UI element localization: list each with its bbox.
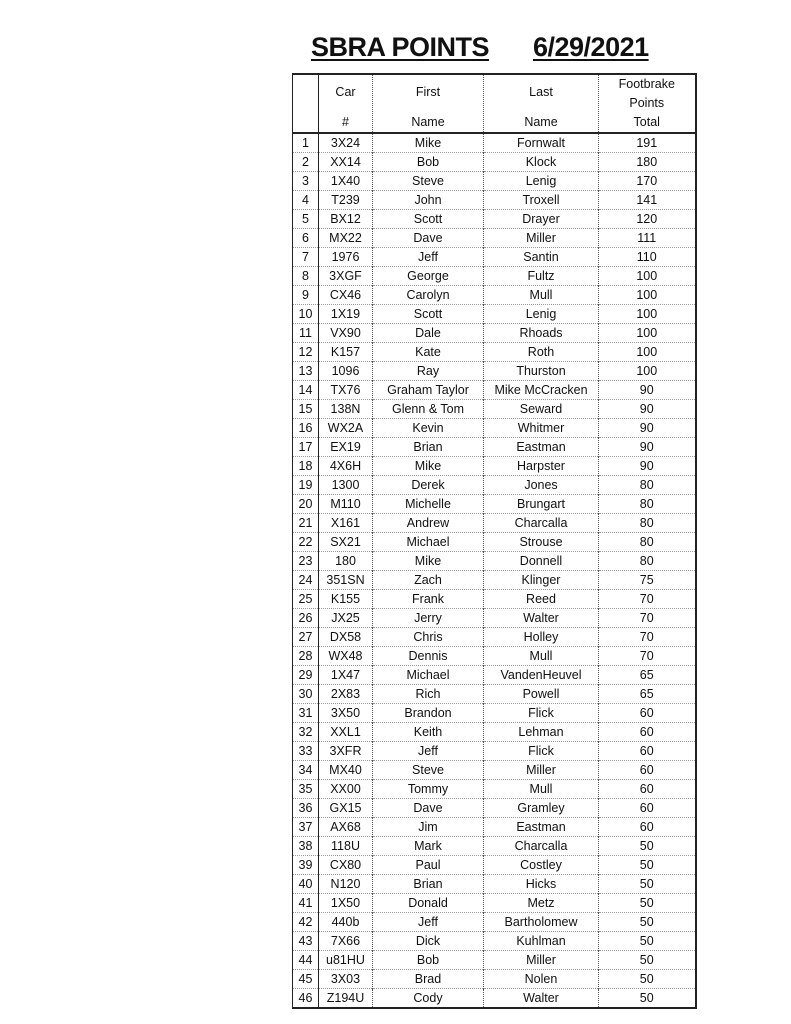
table-row bbox=[293, 533, 696, 552]
table-row bbox=[293, 932, 696, 951]
first-name-cell: Scott bbox=[373, 305, 484, 324]
table-row bbox=[293, 514, 696, 533]
rank-cell: 36 bbox=[293, 799, 319, 818]
rank-cell: 33 bbox=[293, 742, 319, 761]
table-row bbox=[293, 400, 696, 419]
first-name-cell: Mike bbox=[373, 457, 484, 476]
table-row bbox=[293, 133, 696, 153]
car-number-cell: 3XGF bbox=[319, 267, 373, 286]
last-name-cell: Mull bbox=[484, 286, 599, 305]
car-number-cell: TX76 bbox=[319, 381, 373, 400]
table-row bbox=[293, 381, 696, 400]
points-cell: 60 bbox=[599, 780, 696, 799]
last-name-cell: Klock bbox=[484, 153, 599, 172]
page-date: 6/29/2021 bbox=[533, 32, 649, 62]
table-row bbox=[293, 913, 696, 932]
points-cell: 100 bbox=[599, 343, 696, 362]
car-number-cell: XX14 bbox=[319, 153, 373, 172]
rank-cell: 46 bbox=[293, 989, 319, 1009]
last-name-cell: Flick bbox=[484, 704, 599, 723]
last-name-cell: Strouse bbox=[484, 533, 599, 552]
rank-cell: 28 bbox=[293, 647, 319, 666]
rank-cell: 24 bbox=[293, 571, 319, 590]
table-row bbox=[293, 362, 696, 381]
table-row bbox=[293, 951, 696, 970]
first-name-cell: Bob bbox=[373, 951, 484, 970]
last-name-cell: Metz bbox=[484, 894, 599, 913]
first-name-cell: Bob bbox=[373, 153, 484, 172]
points-cell: 50 bbox=[599, 932, 696, 951]
last-name-cell: Lenig bbox=[484, 172, 599, 191]
first-name-cell: Carolyn bbox=[373, 286, 484, 305]
last-name-cell: Charcalla bbox=[484, 837, 599, 856]
points-cell: 90 bbox=[599, 457, 696, 476]
first-name-cell: Dave bbox=[373, 799, 484, 818]
first-name-cell: Kate bbox=[373, 343, 484, 362]
rank-cell: 17 bbox=[293, 438, 319, 457]
header-points bbox=[599, 74, 696, 133]
rank-cell: 8 bbox=[293, 267, 319, 286]
table-row bbox=[293, 457, 696, 476]
first-name-cell: Brandon bbox=[373, 704, 484, 723]
rank-cell: 42 bbox=[293, 913, 319, 932]
last-name-cell: Mull bbox=[484, 647, 599, 666]
header-points-line3: Total bbox=[633, 115, 660, 129]
table-row bbox=[293, 856, 696, 875]
header-first-top: First bbox=[415, 85, 441, 99]
first-name-cell: Donald bbox=[373, 894, 484, 913]
car-number-cell: SX21 bbox=[319, 533, 373, 552]
last-name-cell: Harpster bbox=[484, 457, 599, 476]
rank-cell: 22 bbox=[293, 533, 319, 552]
rank-cell: 11 bbox=[293, 324, 319, 343]
points-cell: 50 bbox=[599, 913, 696, 932]
car-number-cell: 3X24 bbox=[319, 133, 373, 153]
last-name-cell: Miller bbox=[484, 229, 599, 248]
header-car bbox=[319, 74, 373, 133]
points-cell: 80 bbox=[599, 552, 696, 571]
table-row bbox=[293, 970, 696, 989]
table-row bbox=[293, 495, 696, 514]
rank-cell: 35 bbox=[293, 780, 319, 799]
rank-cell: 4 bbox=[293, 191, 319, 210]
last-name-cell: Drayer bbox=[484, 210, 599, 229]
table-row bbox=[293, 153, 696, 172]
header-last-bottom: Name bbox=[524, 115, 558, 129]
car-number-cell: 3X50 bbox=[319, 704, 373, 723]
rank-cell: 40 bbox=[293, 875, 319, 894]
rank-cell: 21 bbox=[293, 514, 319, 533]
header-points-line2: Points bbox=[629, 96, 665, 110]
points-cell: 70 bbox=[599, 609, 696, 628]
last-name-cell: Nolen bbox=[484, 970, 599, 989]
header-points-line1: Footbrake bbox=[618, 77, 675, 91]
header-car-bottom: # bbox=[342, 115, 349, 129]
last-name-cell: Klinger bbox=[484, 571, 599, 590]
last-name-cell: Mike McCracken bbox=[484, 381, 599, 400]
car-number-cell: 351SN bbox=[319, 571, 373, 590]
car-number-cell: 3X03 bbox=[319, 970, 373, 989]
last-name-cell: Seward bbox=[484, 400, 599, 419]
points-cell: 111 bbox=[599, 229, 696, 248]
first-name-cell: Graham Taylor bbox=[373, 381, 484, 400]
last-name-cell: Fornwalt bbox=[484, 133, 599, 153]
first-name-cell: George bbox=[373, 267, 484, 286]
table-row bbox=[293, 799, 696, 818]
car-number-cell: T239 bbox=[319, 191, 373, 210]
table-row bbox=[293, 305, 696, 324]
table-row bbox=[293, 704, 696, 723]
first-name-cell: Mike bbox=[373, 552, 484, 571]
first-name-cell: Mark bbox=[373, 837, 484, 856]
points-cell: 180 bbox=[599, 153, 696, 172]
table-row bbox=[293, 343, 696, 362]
points-cell: 75 bbox=[599, 571, 696, 590]
points-cell: 65 bbox=[599, 666, 696, 685]
last-name-cell: Lehman bbox=[484, 723, 599, 742]
rank-cell: 2 bbox=[293, 153, 319, 172]
rank-cell: 38 bbox=[293, 837, 319, 856]
first-name-cell: Michael bbox=[373, 533, 484, 552]
header-first-bottom: Name bbox=[411, 115, 445, 129]
table-row bbox=[293, 742, 696, 761]
car-number-cell: MX40 bbox=[319, 761, 373, 780]
last-name-cell: Thurston bbox=[484, 362, 599, 381]
rank-cell: 44 bbox=[293, 951, 319, 970]
first-name-cell: Keith bbox=[373, 723, 484, 742]
rank-cell: 20 bbox=[293, 495, 319, 514]
first-name-cell: Michael bbox=[373, 666, 484, 685]
rank-cell: 14 bbox=[293, 381, 319, 400]
points-cell: 80 bbox=[599, 514, 696, 533]
points-cell: 60 bbox=[599, 723, 696, 742]
points-cell: 100 bbox=[599, 324, 696, 343]
rank-cell: 9 bbox=[293, 286, 319, 305]
first-name-cell: Derek bbox=[373, 476, 484, 495]
last-name-cell: Charcalla bbox=[484, 514, 599, 533]
header-points-text bbox=[599, 75, 695, 132]
last-name-cell: VandenHeuvel bbox=[484, 666, 599, 685]
table-row bbox=[293, 761, 696, 780]
points-cell: 65 bbox=[599, 685, 696, 704]
table-row bbox=[293, 286, 696, 305]
car-number-cell: K157 bbox=[319, 343, 373, 362]
page-title: SBRA POINTS bbox=[311, 32, 490, 62]
rank-cell: 45 bbox=[293, 970, 319, 989]
header-rank bbox=[293, 74, 319, 133]
points-cell: 100 bbox=[599, 286, 696, 305]
points-cell: 191 bbox=[599, 133, 696, 153]
points-cell: 60 bbox=[599, 742, 696, 761]
rank-cell: 30 bbox=[293, 685, 319, 704]
points-cell: 60 bbox=[599, 799, 696, 818]
points-cell: 60 bbox=[599, 761, 696, 780]
points-cell: 80 bbox=[599, 495, 696, 514]
first-name-cell: Brian bbox=[373, 438, 484, 457]
last-name-cell: Fultz bbox=[484, 267, 599, 286]
car-number-cell: XX00 bbox=[319, 780, 373, 799]
last-name-cell: Whitmer bbox=[484, 419, 599, 438]
table-header bbox=[293, 74, 696, 133]
first-name-cell: Jeff bbox=[373, 742, 484, 761]
table-row bbox=[293, 723, 696, 742]
points-table bbox=[292, 73, 697, 1009]
table-row bbox=[293, 210, 696, 229]
car-number-cell: WX2A bbox=[319, 419, 373, 438]
last-name-cell: Troxell bbox=[484, 191, 599, 210]
last-name-cell: Mull bbox=[484, 780, 599, 799]
car-number-cell: EX19 bbox=[319, 438, 373, 457]
header-row bbox=[293, 74, 696, 133]
car-number-cell: 2X83 bbox=[319, 685, 373, 704]
points-cell: 100 bbox=[599, 267, 696, 286]
points-cell: 50 bbox=[599, 856, 696, 875]
last-name-cell: Santin bbox=[484, 248, 599, 267]
points-cell: 110 bbox=[599, 248, 696, 267]
car-number-cell: 1096 bbox=[319, 362, 373, 381]
car-number-cell: 1X40 bbox=[319, 172, 373, 191]
rank-cell: 10 bbox=[293, 305, 319, 324]
first-name-cell: Brian bbox=[373, 875, 484, 894]
points-cell: 70 bbox=[599, 628, 696, 647]
car-number-cell: 7X66 bbox=[319, 932, 373, 951]
car-number-cell: 440b bbox=[319, 913, 373, 932]
first-name-cell: Cody bbox=[373, 989, 484, 1009]
first-name-cell: Kevin bbox=[373, 419, 484, 438]
points-cell: 50 bbox=[599, 894, 696, 913]
rank-cell: 16 bbox=[293, 419, 319, 438]
header-last-name bbox=[484, 74, 599, 133]
table-row bbox=[293, 419, 696, 438]
last-name-cell: Brungart bbox=[484, 495, 599, 514]
points-cell: 80 bbox=[599, 476, 696, 495]
table-row bbox=[293, 172, 696, 191]
points-cell: 50 bbox=[599, 970, 696, 989]
car-number-cell: AX68 bbox=[319, 818, 373, 837]
rank-cell: 34 bbox=[293, 761, 319, 780]
table-row bbox=[293, 229, 696, 248]
last-name-cell: Reed bbox=[484, 590, 599, 609]
car-number-cell: DX58 bbox=[319, 628, 373, 647]
table-row bbox=[293, 191, 696, 210]
rank-cell: 41 bbox=[293, 894, 319, 913]
car-number-cell: XXL1 bbox=[319, 723, 373, 742]
rank-cell: 23 bbox=[293, 552, 319, 571]
last-name-cell: Miller bbox=[484, 761, 599, 780]
first-name-cell: Glenn & Tom bbox=[373, 400, 484, 419]
first-name-cell: Dave bbox=[373, 229, 484, 248]
table-row bbox=[293, 552, 696, 571]
rank-cell: 43 bbox=[293, 932, 319, 951]
first-name-cell: Rich bbox=[373, 685, 484, 704]
car-number-cell: X161 bbox=[319, 514, 373, 533]
car-number-cell: 1X19 bbox=[319, 305, 373, 324]
table-row bbox=[293, 837, 696, 856]
points-cell: 170 bbox=[599, 172, 696, 191]
header-car-top: Car bbox=[335, 85, 356, 99]
page-header bbox=[0, 32, 791, 64]
last-name-cell: Eastman bbox=[484, 818, 599, 837]
table-row bbox=[293, 628, 696, 647]
points-cell: 100 bbox=[599, 305, 696, 324]
first-name-cell: Michelle bbox=[373, 495, 484, 514]
points-cell: 50 bbox=[599, 875, 696, 894]
last-name-cell: Walter bbox=[484, 989, 599, 1009]
rank-cell: 26 bbox=[293, 609, 319, 628]
points-cell: 50 bbox=[599, 951, 696, 970]
last-name-cell: Miller bbox=[484, 951, 599, 970]
points-cell: 90 bbox=[599, 381, 696, 400]
last-name-cell: Flick bbox=[484, 742, 599, 761]
rank-cell: 15 bbox=[293, 400, 319, 419]
table-row bbox=[293, 571, 696, 590]
car-number-cell: GX15 bbox=[319, 799, 373, 818]
table-row bbox=[293, 818, 696, 837]
car-number-cell: 118U bbox=[319, 837, 373, 856]
first-name-cell: Chris bbox=[373, 628, 484, 647]
table-row bbox=[293, 476, 696, 495]
last-name-cell: Jones bbox=[484, 476, 599, 495]
table-row bbox=[293, 267, 696, 286]
first-name-cell: Dale bbox=[373, 324, 484, 343]
car-number-cell: 1X50 bbox=[319, 894, 373, 913]
points-cell: 80 bbox=[599, 533, 696, 552]
car-number-cell: BX12 bbox=[319, 210, 373, 229]
table-row bbox=[293, 666, 696, 685]
last-name-cell: Eastman bbox=[484, 438, 599, 457]
first-name-cell: Jerry bbox=[373, 609, 484, 628]
rank-cell: 25 bbox=[293, 590, 319, 609]
table-row bbox=[293, 324, 696, 343]
first-name-cell: Jeff bbox=[373, 913, 484, 932]
car-number-cell: K155 bbox=[319, 590, 373, 609]
rank-cell: 13 bbox=[293, 362, 319, 381]
last-name-cell: Donnell bbox=[484, 552, 599, 571]
first-name-cell: Scott bbox=[373, 210, 484, 229]
rank-cell: 31 bbox=[293, 704, 319, 723]
car-number-cell: 1300 bbox=[319, 476, 373, 495]
car-number-cell: CX46 bbox=[319, 286, 373, 305]
table-row bbox=[293, 590, 696, 609]
table-row bbox=[293, 989, 696, 1009]
first-name-cell: Paul bbox=[373, 856, 484, 875]
car-number-cell: MX22 bbox=[319, 229, 373, 248]
first-name-cell: Steve bbox=[373, 172, 484, 191]
last-name-cell: Rhoads bbox=[484, 324, 599, 343]
car-number-cell: 138N bbox=[319, 400, 373, 419]
last-name-cell: Powell bbox=[484, 685, 599, 704]
car-number-cell: u81HU bbox=[319, 951, 373, 970]
car-number-cell: 180 bbox=[319, 552, 373, 571]
last-name-cell: Kuhlman bbox=[484, 932, 599, 951]
last-name-cell: Walter bbox=[484, 609, 599, 628]
points-cell: 90 bbox=[599, 400, 696, 419]
rank-cell: 37 bbox=[293, 818, 319, 837]
table-row bbox=[293, 248, 696, 267]
last-name-cell: Bartholomew bbox=[484, 913, 599, 932]
car-number-cell: Z194U bbox=[319, 989, 373, 1009]
last-name-cell: Holley bbox=[484, 628, 599, 647]
rank-cell: 18 bbox=[293, 457, 319, 476]
header-first-name bbox=[373, 74, 484, 133]
points-cell: 60 bbox=[599, 818, 696, 837]
first-name-cell: Dennis bbox=[373, 647, 484, 666]
rank-cell: 7 bbox=[293, 248, 319, 267]
first-name-cell: Jim bbox=[373, 818, 484, 837]
table-body bbox=[293, 133, 696, 1008]
car-number-cell: WX48 bbox=[319, 647, 373, 666]
table-row bbox=[293, 685, 696, 704]
car-number-cell: M110 bbox=[319, 495, 373, 514]
rank-cell: 32 bbox=[293, 723, 319, 742]
first-name-cell: Mike bbox=[373, 133, 484, 153]
last-name-cell: Lenig bbox=[484, 305, 599, 324]
rank-cell: 5 bbox=[293, 210, 319, 229]
car-number-cell: 1976 bbox=[319, 248, 373, 267]
points-cell: 60 bbox=[599, 704, 696, 723]
first-name-cell: Jeff bbox=[373, 248, 484, 267]
first-name-cell: Steve bbox=[373, 761, 484, 780]
car-number-cell: 3XFR bbox=[319, 742, 373, 761]
table-row bbox=[293, 894, 696, 913]
first-name-cell: Zach bbox=[373, 571, 484, 590]
first-name-cell: Tommy bbox=[373, 780, 484, 799]
last-name-cell: Roth bbox=[484, 343, 599, 362]
table-row bbox=[293, 438, 696, 457]
rank-cell: 39 bbox=[293, 856, 319, 875]
points-cell: 141 bbox=[599, 191, 696, 210]
last-name-cell: Costley bbox=[484, 856, 599, 875]
table-row bbox=[293, 875, 696, 894]
first-name-cell: John bbox=[373, 191, 484, 210]
rank-cell: 3 bbox=[293, 172, 319, 191]
first-name-cell: Andrew bbox=[373, 514, 484, 533]
car-number-cell: VX90 bbox=[319, 324, 373, 343]
points-cell: 70 bbox=[599, 647, 696, 666]
car-number-cell: CX80 bbox=[319, 856, 373, 875]
points-cell: 120 bbox=[599, 210, 696, 229]
first-name-cell: Frank bbox=[373, 590, 484, 609]
table-row bbox=[293, 609, 696, 628]
header-last-top: Last bbox=[529, 85, 553, 99]
car-number-cell: 4X6H bbox=[319, 457, 373, 476]
points-cell: 100 bbox=[599, 362, 696, 381]
points-cell: 90 bbox=[599, 438, 696, 457]
rank-cell: 27 bbox=[293, 628, 319, 647]
rank-cell: 6 bbox=[293, 229, 319, 248]
car-number-cell: 1X47 bbox=[319, 666, 373, 685]
rank-cell: 12 bbox=[293, 343, 319, 362]
first-name-cell: Brad bbox=[373, 970, 484, 989]
first-name-cell: Ray bbox=[373, 362, 484, 381]
car-number-cell: N120 bbox=[319, 875, 373, 894]
rank-cell: 1 bbox=[293, 133, 319, 153]
table-row bbox=[293, 780, 696, 799]
points-cell: 50 bbox=[599, 989, 696, 1009]
points-cell: 50 bbox=[599, 837, 696, 856]
points-cell: 90 bbox=[599, 419, 696, 438]
rank-cell: 19 bbox=[293, 476, 319, 495]
last-name-cell: Hicks bbox=[484, 875, 599, 894]
points-cell: 70 bbox=[599, 590, 696, 609]
first-name-cell: Dick bbox=[373, 932, 484, 951]
last-name-cell: Gramley bbox=[484, 799, 599, 818]
table-row bbox=[293, 647, 696, 666]
car-number-cell: JX25 bbox=[319, 609, 373, 628]
rank-cell: 29 bbox=[293, 666, 319, 685]
